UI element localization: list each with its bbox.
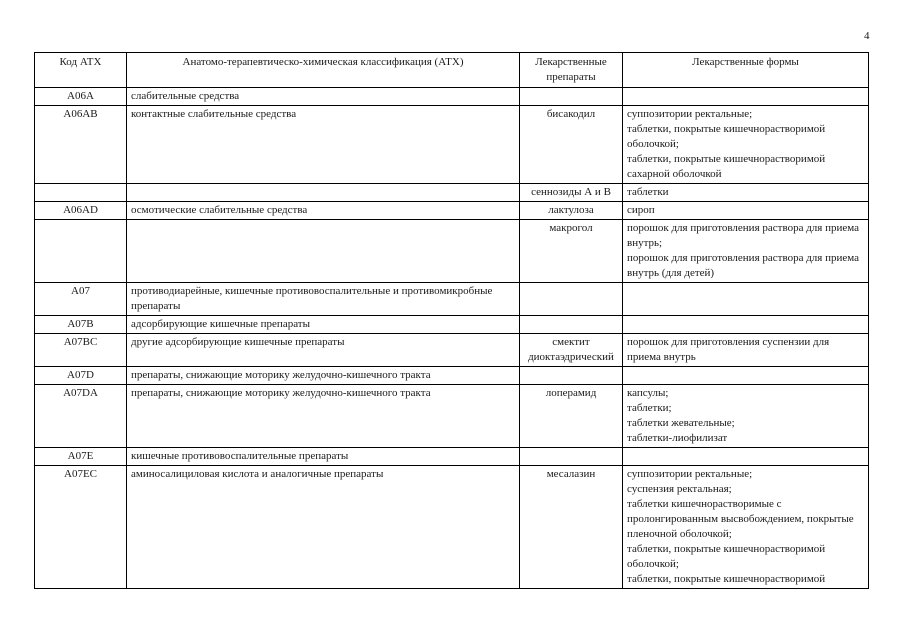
table-row <box>35 106 869 184</box>
dosage-forms-cell <box>623 106 869 184</box>
atx-code-cell <box>35 184 127 202</box>
atx-code-cell: A06AB <box>35 106 127 184</box>
dosage-forms-cell <box>623 220 869 283</box>
dosage-form-item: суспензия ректальная; <box>627 483 732 495</box>
table-row <box>35 448 869 466</box>
dosage-forms-cell <box>623 316 869 334</box>
dosage-forms-cell <box>623 385 869 448</box>
dosage-form-item: таблетки кишечнорастворимые с пролонгированным высвобождением, покрытые пленочной оболочкой; <box>627 498 854 540</box>
dosage-forms-cell <box>623 334 869 367</box>
dosage-form-item: таблетки-лиофилизат <box>627 432 728 444</box>
atx-code-cell: A07EC <box>35 466 127 589</box>
dosage-forms-cell <box>623 466 869 589</box>
drug-cell <box>520 316 623 334</box>
dosage-forms-cell <box>623 283 869 316</box>
header-drugs: Лекарственные препараты <box>520 53 623 88</box>
dosage-form-item: порошок для приготовления раствора для приема внутрь; <box>627 222 860 249</box>
atx-code-cell: A07DA <box>35 385 127 448</box>
dosage-form-item: порошок для приготовления раствора для приема внутрь (для детей) <box>627 252 860 279</box>
table-body <box>35 88 869 589</box>
drug-cell: макрогол <box>520 220 623 283</box>
classification-cell: контактные слабительные средства <box>127 106 520 184</box>
drug-cell <box>520 88 623 106</box>
classification-cell: другие адсорбирующие кишечные препараты <box>127 334 520 367</box>
atx-code-cell: A06A <box>35 88 127 106</box>
dosage-form-item: таблетки <box>627 186 669 198</box>
dosage-form-item: таблетки жевательные; <box>627 417 735 429</box>
header-code: Код АТХ <box>35 53 127 88</box>
dosage-form-item: таблетки, покрытые кишечнорастворимой сахарной оболочкой <box>627 153 826 180</box>
table-row <box>35 316 869 334</box>
classification-cell: кишечные противовоспалительные препараты <box>127 448 520 466</box>
page-number: 4 <box>864 30 870 42</box>
classification-cell <box>127 184 520 202</box>
table-row <box>35 88 869 106</box>
classification-cell: адсорбирующие кишечные препараты <box>127 316 520 334</box>
classification-cell: противодиарейные, кишечные противовоспалительные и противомикробные препараты <box>127 283 520 316</box>
dosage-forms-cell <box>623 448 869 466</box>
atx-code-cell: A07E <box>35 448 127 466</box>
dosage-form-item: капсулы; <box>627 387 669 399</box>
header-classification: Анатомо-терапевтическо-химическая классификация (АТХ) <box>127 53 520 88</box>
classification-cell: слабительные средства <box>127 88 520 106</box>
dosage-form-item: таблетки, покрытые кишечнорастворимой <box>627 573 826 585</box>
atx-code-cell: A07B <box>35 316 127 334</box>
table-row <box>35 385 869 448</box>
drug-cell <box>520 283 623 316</box>
table-row <box>35 367 869 385</box>
dosage-forms-cell <box>623 184 869 202</box>
atx-table <box>34 52 869 589</box>
classification-cell: осмотические слабительные средства <box>127 202 520 220</box>
drug-cell: лактулоза <box>520 202 623 220</box>
dosage-form-item: сироп <box>627 204 655 216</box>
drug-cell <box>520 367 623 385</box>
classification-cell: препараты, снижающие моторику желудочно-кишечного тракта <box>127 385 520 448</box>
dosage-forms-cell <box>623 88 869 106</box>
dosage-form-item: таблетки, покрытые кишечнорастворимой оболочкой; <box>627 123 826 150</box>
atx-code-cell: A07D <box>35 367 127 385</box>
table-row <box>35 184 869 202</box>
dosage-form-item: порошок для приготовления суспензии для приема внутрь <box>627 336 830 363</box>
drug-cell: лоперамид <box>520 385 623 448</box>
drug-cell: смектит диоктаэдрический <box>520 334 623 367</box>
drug-cell: месалазин <box>520 466 623 589</box>
classification-cell <box>127 220 520 283</box>
dosage-form-item: суппозитории ректальные; <box>627 468 753 480</box>
header-forms: Лекарственные формы <box>623 53 869 88</box>
table-row <box>35 220 869 283</box>
dosage-forms-cell <box>623 202 869 220</box>
table-row <box>35 202 869 220</box>
atx-code-cell: A07 <box>35 283 127 316</box>
drug-cell: бисакодил <box>520 106 623 184</box>
atx-code-cell: A06AD <box>35 202 127 220</box>
drug-cell: сеннозиды А и B <box>520 184 623 202</box>
classification-cell: препараты, снижающие моторику желудочно-кишечного тракта <box>127 367 520 385</box>
atx-code-cell <box>35 220 127 283</box>
table-row <box>35 334 869 367</box>
table-header-row <box>35 53 869 88</box>
dosage-form-item: таблетки; <box>627 402 672 414</box>
table-row <box>35 283 869 316</box>
dosage-form-item: суппозитории ректальные; <box>627 108 753 120</box>
table-row <box>35 466 869 589</box>
drug-cell <box>520 448 623 466</box>
dosage-form-item: таблетки, покрытые кишечнорастворимой оболочкой; <box>627 543 826 570</box>
dosage-forms-cell <box>623 367 869 385</box>
classification-cell: аминосалициловая кислота и аналогичные препараты <box>127 466 520 589</box>
atx-code-cell: A07BC <box>35 334 127 367</box>
